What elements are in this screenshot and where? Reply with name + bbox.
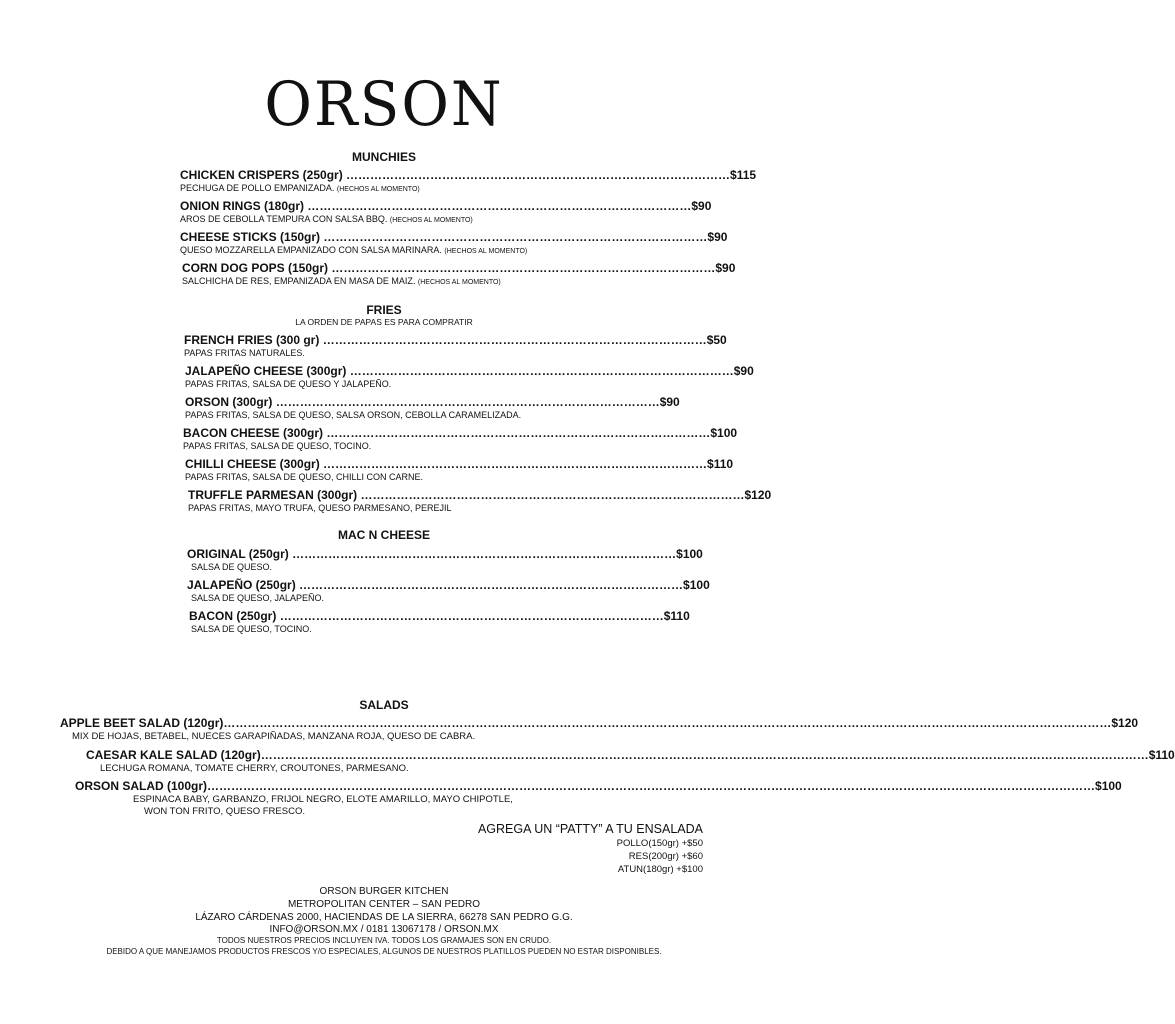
item-note: (HECHOS AL MOMENTO)	[444, 248, 528, 255]
brand-logo: ORSON	[264, 68, 504, 140]
item-name: ORSON (300gr)	[185, 395, 273, 409]
menu-item: CHICKEN CRISPERS (250gr) …………………………………………………………………………………… $115 PECHUGA DE POLLO EMPANIZADA. (HECHOS AL MOMENTO)	[180, 168, 757, 193]
item-name: BACON (250gr)	[189, 609, 277, 623]
section-title-mac: MAC N CHEESE	[337, 528, 430, 542]
item-name: ORSON SALAD (100gr)	[75, 779, 208, 793]
item-note: (HECHOS AL MOMENTO)	[417, 279, 501, 286]
item-name: ORIGINAL (250gr)	[187, 547, 289, 561]
footer-note-prices: TODOS NUESTROS PRECIOS INCLUYEN IVA. TODOS LOS GRAMAJES SON EN CRUDO.	[216, 936, 552, 945]
item-name: CORN DOG POPS (150gr)	[182, 261, 329, 275]
menu-item: CHILLI CHEESE (300gr) …………………………………………………………………………………… $110 PAPAS FRITAS, SALSA DE QUESO, CHILLI CON CARNE.	[185, 457, 734, 482]
item-desc: MIX DE HOJAS, BETABEL, NUECES GARAPIÑADAS, MANZANA ROJA, QUESO DE CABRA.	[72, 731, 476, 742]
item-price: $120	[1111, 716, 1139, 730]
item-name: CAESAR KALE SALAD (120gr)	[86, 748, 261, 762]
section-title-fries: FRIES	[366, 303, 402, 317]
menu-item: BACON CHEESE (300gr) …………………………………………………………………………………… $100 PAPAS FRITAS, SALSA DE QUESO, TOCINO.	[183, 426, 738, 451]
item-note: (HECHOS AL MOMENTO)	[336, 186, 420, 193]
item-desc: PAPAS FRITAS, SALSA DE QUESO, CHILLI CON CARNE.	[185, 472, 424, 482]
menu-item: CORN DOG POPS (150gr) …………………………………………………………………………………… $90 SALCHICHA DE RES, EMPANIZADA EN MASA DE MAIZ. (HECHOS AL MOMENTO)	[182, 261, 736, 286]
menu-item: CHEESE STICKS (150gr) …………………………………………………………………………………… $90 QUESO MOZZARELLA EMPANIZADO CON SALSA MARINARA. (HECHOS AL MOMENTO)	[180, 230, 728, 255]
addon-option: RES(200gr) +$60	[628, 851, 703, 862]
item-price: $110	[707, 457, 734, 471]
menu-item: APPLE BEET SALAD (120gr) …………………………………………………………………………………………………………………………………………………………………………………………………… $120 MIX DE HOJAS, BETABEL, NUECES GARAPIÑADAS, MANZANA ROJA, QUESO DE CABRA.	[60, 716, 1139, 742]
footer-location: METROPOLITAN CENTER – SAN PEDRO	[287, 899, 481, 910]
addon-option: POLLO(150gr) +$50	[616, 838, 703, 849]
item-desc: SALCHICHA DE RES, EMPANIZADA EN MASA DE MAIZ.	[182, 276, 416, 286]
fries-note: LA ORDEN DE PAPAS ES PARA COMPRATIR	[295, 317, 473, 327]
item-desc: QUESO MOZZARELLA EMPANIZADO CON SALSA MARINARA.	[180, 245, 442, 255]
item-desc: PECHUGA DE POLLO EMPANIZADA.	[180, 183, 335, 193]
item-price: $115	[730, 168, 757, 182]
item-price: $90	[715, 261, 736, 275]
menu-item: TRUFFLE PARMESAN (300gr) …………………………………………………………………………………… $120 PAPAS FRITAS, MAYO TRUFA, QUESO PARMESANO, PEREJIL	[188, 488, 772, 513]
item-desc: SALSA DE QUESO, TOCINO.	[191, 624, 312, 634]
item-desc: LECHUGA ROMANA, TOMATE CHERRY, CROUTONES, PARMESANO.	[100, 763, 409, 774]
item-price: $100	[710, 426, 738, 440]
section-title-salads: SALADS	[359, 698, 409, 712]
item-desc: PAPAS FRITAS, MAYO TRUFA, QUESO PARMESANO, PEREJIL	[188, 503, 452, 513]
item-note: (HECHOS AL MOMENTO)	[389, 217, 473, 224]
item-desc: AROS DE CEBOLLA TEMPURA CON SALSA BBQ.	[180, 214, 388, 224]
menu-item: ORSON SALAD (100gr) …………………………………………………………………………………………………………………………………………………………………………………………………… $100 ESPINACA BABY, GARBANZO, FRIJOL NEGRO, ELOTE AMARILLO, MAYO CHIPOTLE, WON TON FRITO, QUESO FRESCO.	[75, 779, 1122, 817]
addon-option: ATUN(180gr) +$100	[617, 864, 703, 875]
item-desc: PAPAS FRITAS, SALSA DE QUESO, TOCINO.	[183, 441, 372, 451]
item-price: $90	[691, 199, 712, 213]
menu-item: ORIGINAL (250gr) …………………………………………………………………………………… $100 SALSA DE QUESO.	[187, 547, 703, 572]
footer-name: ORSON BURGER KITCHEN	[319, 886, 449, 897]
item-desc: PAPAS FRITAS, SALSA DE QUESO, SALSA ORSON, CEBOLLA CARAMELIZADA.	[185, 410, 522, 420]
item-desc: ESPINACA BABY, GARBANZO, FRIJOL NEGRO, ELOTE AMARILLO, MAYO CHIPOTLE,	[133, 794, 513, 805]
item-price: $90	[707, 230, 728, 244]
item-name: CHILLI CHEESE (300gr)	[185, 457, 320, 471]
item-desc: SALSA DE QUESO, JALAPEÑO.	[191, 593, 325, 603]
item-name: CHEESE STICKS (150gr)	[180, 230, 321, 244]
item-price: $120	[744, 488, 772, 502]
footer-address: LÁZARO CÁRDENAS 2000, HACIENDAS DE LA SIERRA, 66278 SAN PEDRO G.G.	[195, 912, 573, 923]
item-name: JALAPEÑO (250gr)	[187, 578, 296, 592]
item-name: TRUFFLE PARMESAN (300gr)	[188, 488, 358, 502]
menu-item: CAESAR KALE SALAD (120gr) …………………………………………………………………………………………………………………………………………………………………………………………………… $110 LECHUGA ROMANA, TOMATE CHERRY, CROUTONES, PARMESANO.	[86, 748, 1175, 774]
addon-title: AGREGA UN “PATTY” A TU ENSALADA	[477, 822, 703, 836]
item-desc: PAPAS FRITAS NATURALES.	[184, 348, 305, 358]
item-desc: PAPAS FRITAS, SALSA DE QUESO Y JALAPEÑO.	[185, 379, 392, 389]
item-price: $100	[683, 578, 710, 592]
item-name: CHICKEN CRISPERS (250gr)	[180, 168, 343, 182]
item-price: $100	[1095, 779, 1122, 793]
menu-item: JALAPEÑO CHEESE (300gr) …………………………………………………………………………………… $90 PAPAS FRITAS, SALSA DE QUESO Y JALAPEÑO.	[185, 364, 754, 389]
item-name: ONION RINGS (180gr)	[180, 199, 305, 213]
menu-item: BACON (250gr) …………………………………………………………………………………… $110 SALSA DE QUESO, TOCINO.	[189, 609, 690, 634]
footer-note-availability: DEBIDO A QUE MANEJAMOS PRODUCTOS FRESCOS Y/O ESPECIALES, ALGUNOS DE NUESTROS PLATILLOS PUEDEN NO ESTAR DISPONIBLES.	[106, 947, 662, 956]
menu-item: JALAPEÑO (250gr) …………………………………………………………………………………… $100 SALSA DE QUESO, JALAPEÑO.	[187, 578, 710, 603]
section-title-munchies: MUNCHIES	[351, 150, 416, 164]
menu-item: FRENCH FRIES (300 gr) …………………………………………………………………………………… $50 PAPAS FRITAS NATURALES.	[184, 333, 727, 358]
item-desc: SALSA DE QUESO.	[191, 562, 273, 572]
item-price: $90	[659, 395, 680, 409]
item-price: $110	[1148, 748, 1175, 762]
item-name: FRENCH FRIES (300 gr)	[184, 333, 320, 347]
item-name: APPLE BEET SALAD (120gr)	[60, 716, 224, 730]
item-price: $100	[676, 547, 703, 561]
footer-contact: INFO@ORSON.MX / 0181 13067178 / ORSON.MX	[269, 924, 499, 935]
item-name: JALAPEÑO CHEESE (300gr)	[185, 364, 347, 378]
menu-item: ONION RINGS (180gr) …………………………………………………………………………………… $90 AROS DE CEBOLLA TEMPURA CON SALSA BBQ. (HECHOS AL MOMENTO)	[180, 199, 712, 224]
item-desc-2: WON TON FRITO, QUESO FRESCO.	[144, 806, 305, 817]
item-price: $90	[733, 364, 754, 378]
item-price: $110	[663, 609, 690, 623]
menu-item: ORSON (300gr) …………………………………………………………………………………… $90 PAPAS FRITAS, SALSA DE QUESO, SALSA ORSON, CEBOLLA CARAMELIZADA.	[185, 395, 680, 420]
item-name: BACON CHEESE (300gr)	[183, 426, 324, 440]
item-price: $50	[706, 333, 727, 347]
